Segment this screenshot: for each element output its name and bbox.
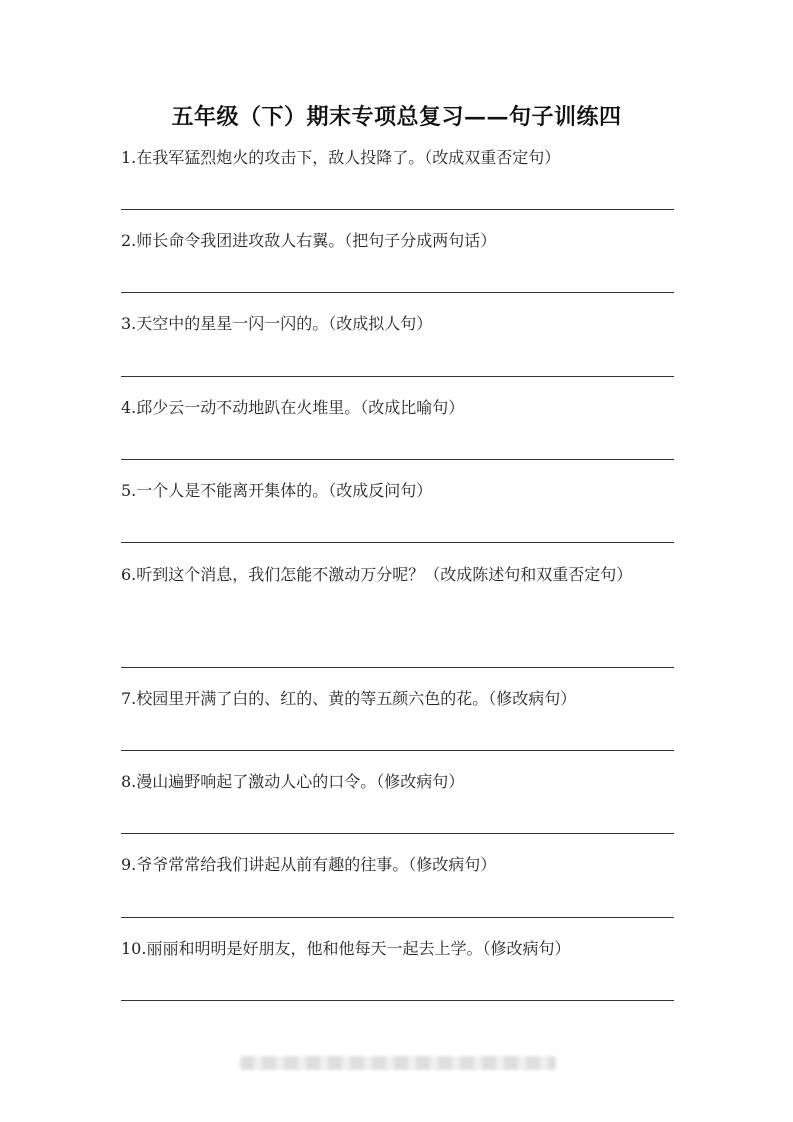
answer-line-9[interactable] <box>121 917 674 918</box>
question-7: 7.校园里开满了白的、红的、黄的等五颜六色的花。（修改病句） <box>121 689 577 708</box>
question-6: 6.听到这个消息，我们怎能不激动万分呢？（改成陈述句和双重否定句） <box>121 565 633 584</box>
answer-line-2[interactable] <box>121 292 674 293</box>
page-title: 五年级（下）期末专项总复习——句子训练四 <box>171 104 622 130</box>
answer-line-1[interactable] <box>121 209 674 210</box>
blurred-footer-watermark <box>240 1056 556 1070</box>
answer-line-6[interactable] <box>121 667 674 668</box>
answer-line-3[interactable] <box>121 376 674 377</box>
answer-line-10[interactable] <box>121 1000 674 1001</box>
question-1: 1.在我军猛烈炮火的攻击下，敌人投降了。（改成双重否定句） <box>121 148 561 167</box>
answer-line-7[interactable] <box>121 750 674 751</box>
question-3: 3.天空中的星星一闪一闪的。（改成拟人句） <box>121 314 433 333</box>
question-10: 10.丽丽和明明是好朋友，他和他每天一起去上学。（修改病句） <box>121 939 571 958</box>
question-5: 5.一个人是不能离开集体的。（改成反问句） <box>121 481 433 500</box>
question-9: 9.爷爷常常给我们讲起从前有趣的往事。（修改病句） <box>121 855 497 874</box>
question-8: 8.漫山遍野响起了激动人心的口令。（修改病句） <box>121 772 465 791</box>
answer-line-4[interactable] <box>121 459 674 460</box>
question-2: 2.师长命令我团进攻敌人右翼。（把句子分成两句话） <box>121 231 497 250</box>
question-4: 4.邱少云一动不动地趴在火堆里。（改成比喻句） <box>121 398 465 417</box>
answer-line-8[interactable] <box>121 833 674 834</box>
answer-line-5[interactable] <box>121 542 674 543</box>
